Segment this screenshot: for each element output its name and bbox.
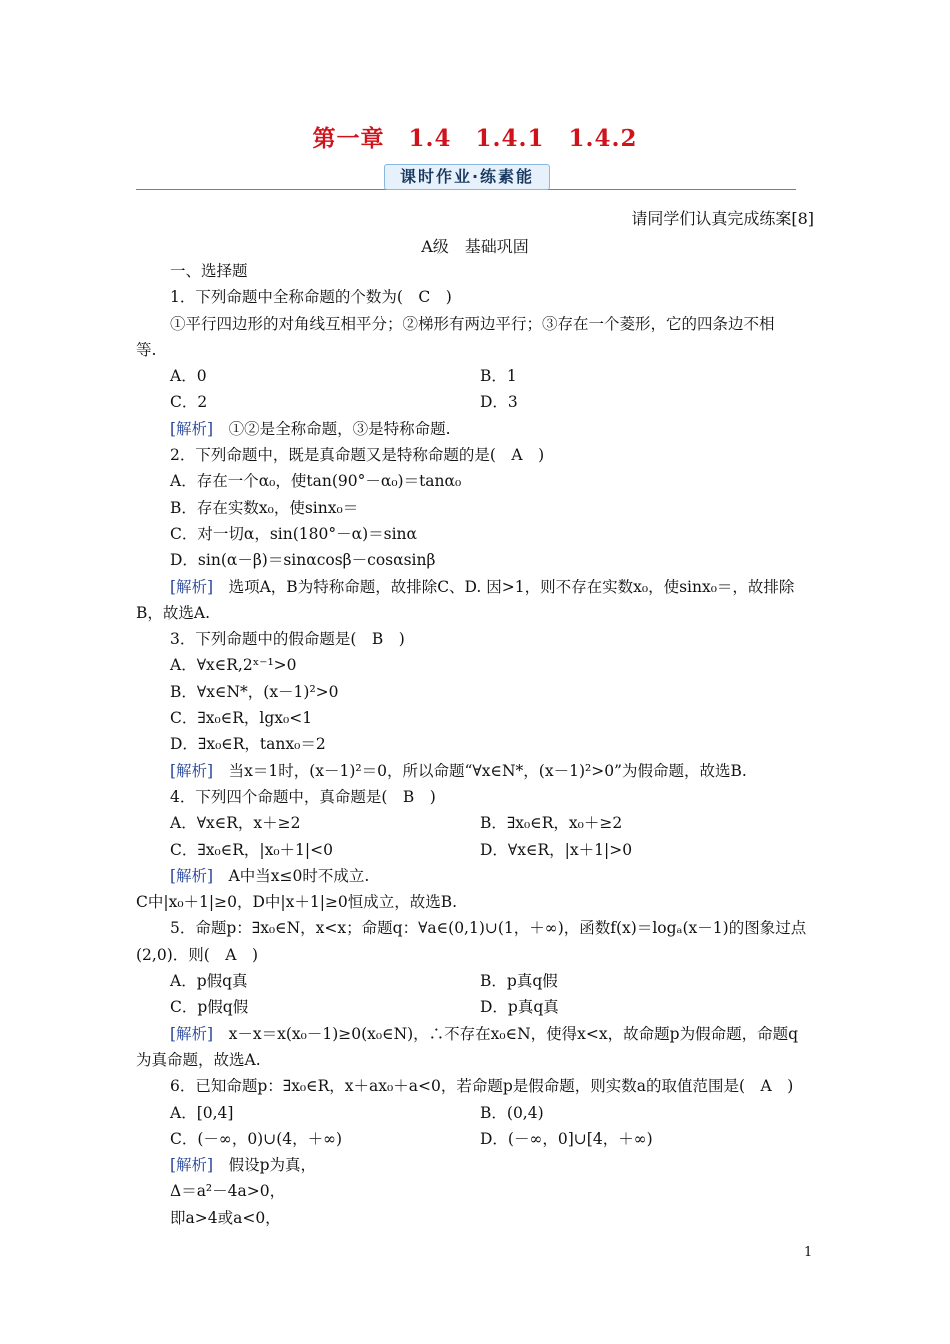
q5-options-row-2 (136, 994, 816, 1020)
q2-analysis (136, 574, 816, 600)
analysis-tag: [解析] (170, 577, 214, 596)
q3-option-a: A．∀x∈R,2ˣ⁻¹>0 (170, 656, 297, 675)
q1-option-a: A．0 (170, 367, 207, 386)
q4-analysis-cont: C中|x₀＋1|≥0，D中|x＋1|≥0恒成立，故选B. (136, 893, 458, 912)
q6-analysis-line-2: Δ＝a²－4a>0， (170, 1182, 286, 1201)
question-1: 1．下列命题中全称命题的个数为( C ) (170, 288, 452, 307)
exercise-body (136, 258, 816, 1231)
q5-option-b: B．p真q假 (480, 972, 558, 991)
practice-note: 请同学们认真完成练案[8] (631, 209, 814, 228)
q5-option-d: D．p真q真 (480, 998, 559, 1017)
level-heading: A级 基础巩固 (421, 237, 529, 256)
analysis-text: 当x＝1时，(x－1)²＝0，所以命题“∀x∈N*，(x－1)²>0”为假命题，故选B. (213, 761, 747, 780)
question-3: 3．下列命题中的假命题是( B ) (170, 630, 405, 649)
q6-option-b: B．(0,4) (480, 1103, 544, 1122)
q1-option-b: B．1 (480, 367, 517, 386)
analysis-tag: [解析] (170, 1024, 214, 1043)
analysis-text: A中当x≤0时不成立. (213, 866, 370, 885)
q4-options-row-1 (136, 810, 816, 836)
question-2: 2．下列命题中，既是真命题又是特称命题的是( A ) (170, 446, 545, 465)
q3-option-c: C．∃x₀∈R，lgx₀<1 (170, 709, 313, 728)
q4-options-row-2 (136, 837, 816, 863)
q5-analysis-cont: 为真命题，故选A. (136, 1050, 261, 1069)
q6-option-a: A．[0,4] (170, 1103, 234, 1122)
q2-option-c: C．对一切α，sin(180°－α)＝sinα (170, 524, 417, 543)
q4-option-a: A．∀x∈R，x＋≥2 (170, 814, 301, 833)
q1-options-row-1 (136, 363, 816, 389)
q4-option-b: B．∃x₀∈R，x₀＋≥2 (480, 814, 623, 833)
analysis-text: ①②是全称命题，③是特称命题. (213, 419, 451, 438)
q5-analysis (136, 1021, 816, 1047)
q4-option-d: D．∀x∈R，|x＋1|>0 (480, 840, 633, 859)
q6-options-row-2 (136, 1126, 816, 1152)
question-1-text-cont: 等. (136, 340, 157, 359)
analysis-text: 假设p为真， (213, 1156, 317, 1175)
question-5: 5．命题p：∃x₀∈N，x<x；命题q：∀a∈(0,1)∪(1，＋∞)，函数f(x)＝logₐ(x－1)的图象过点 (170, 919, 807, 938)
chapter-title: 第一章 1.4 1.4.1 1.4.2 (312, 125, 638, 152)
question-5-cont: (2,0)．则( A ) (136, 945, 259, 964)
q1-options-row-2 (136, 389, 816, 415)
q2-analysis-cont: B，故选A. (136, 603, 211, 622)
banner-label: 课时作业·练素能 (384, 164, 550, 190)
analysis-tag: [解析] (170, 761, 214, 780)
q4-option-c: C．∃x₀∈R，|x₀＋1|<0 (170, 840, 333, 859)
q3-analysis (136, 758, 816, 784)
q1-option-d: D．3 (480, 393, 518, 412)
analysis-tag: [解析] (170, 419, 214, 438)
section-banner (136, 162, 796, 192)
page-number: 1 (804, 1245, 813, 1260)
question-6: 6．已知命题p：∃x₀∈R，x＋ax₀＋a<0，若命题p是假命题，则实数a的取值范围是( A ) (170, 1077, 794, 1096)
q6-option-c: C．(－∞，0)∪(4，＋∞) (170, 1129, 343, 1148)
analysis-text: 选项A，B为特称命题，故排除C、D. 因>1，则不存在实数x₀，使sinx₀＝，故排除 (213, 577, 795, 596)
q6-options-row-1 (136, 1100, 816, 1126)
q6-option-d: D．(－∞，0]∪[4，＋∞) (480, 1129, 653, 1148)
q2-option-d: D．sin(α－β)＝sinαcosβ－cosαsinβ (170, 551, 436, 570)
q5-option-a: A．p假q真 (170, 972, 248, 991)
q6-analysis (136, 1152, 816, 1178)
q3-option-b: B．∀x∈N*，(x－1)²>0 (170, 682, 339, 701)
q6-analysis-line-3: 即a>4或a<0， (170, 1208, 281, 1227)
section-heading: 一、选择题 (170, 262, 248, 280)
q5-options-row-1 (136, 968, 816, 994)
q5-option-c: C．p假q假 (170, 998, 249, 1017)
analysis-text: x－x＝x(x₀－1)≥0(x₀∈N)，∴不存在x₀∈N，使得x<x，故命题p为假命题，命题q (213, 1024, 798, 1043)
q2-option-b: B．存在实数x₀，使sinx₀＝ (170, 498, 359, 517)
q3-option-d: D．∃x₀∈R，tanx₀＝2 (170, 735, 326, 754)
analysis-tag: [解析] (170, 866, 214, 885)
question-1-text: ①平行四边形的对角线互相平分；②梯形有两边平行；③存在一个菱形，它的四条边不相 (170, 314, 775, 333)
q1-option-c: C．2 (170, 393, 208, 412)
q2-option-a: A．存在一个α₀，使tan(90°－α₀)＝tanα₀ (170, 472, 462, 491)
q4-analysis (136, 863, 816, 889)
q1-analysis (136, 416, 816, 442)
analysis-tag: [解析] (170, 1156, 214, 1175)
question-4: 4．下列四个命题中，真命题是( B ) (170, 787, 436, 806)
